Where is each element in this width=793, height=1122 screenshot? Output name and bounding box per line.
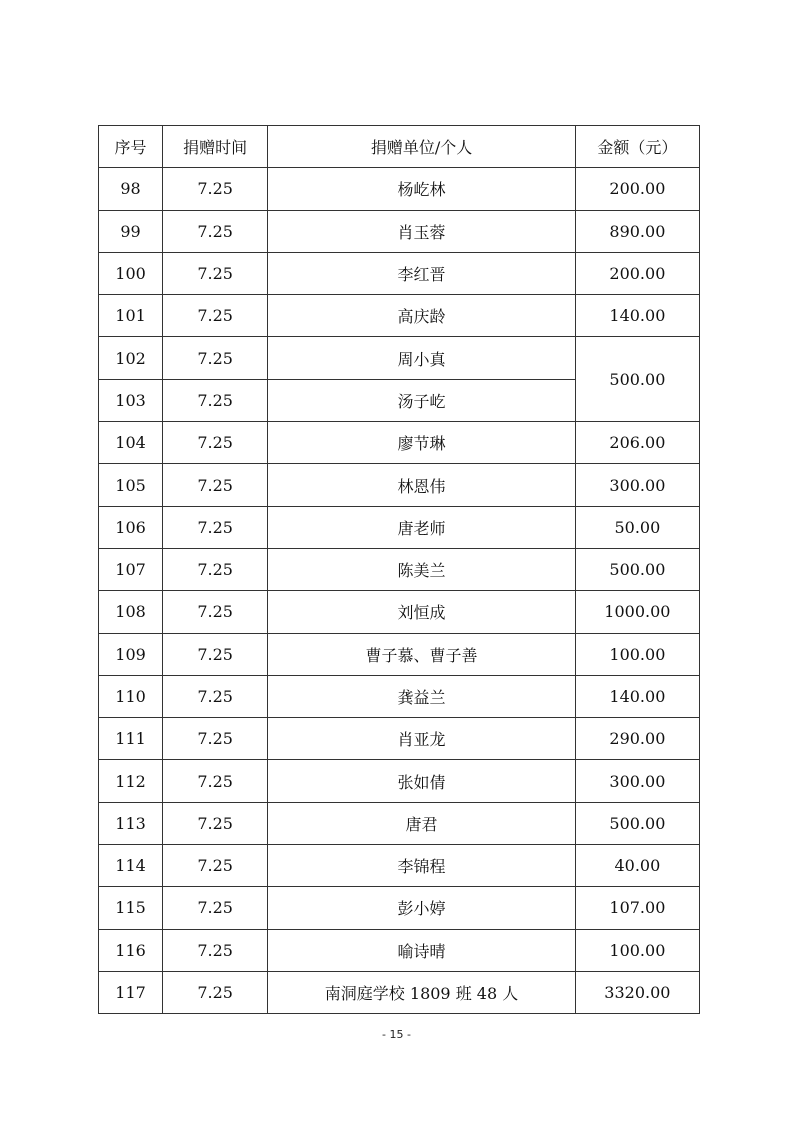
table-row — [99, 802, 700, 844]
row-amount: 300.00 — [575, 760, 699, 802]
row-amount: 200.00 — [575, 252, 699, 294]
row-serial-number: 98 — [99, 168, 163, 210]
row-donation-date: 7.25 — [163, 379, 268, 421]
row-donation-date: 7.25 — [163, 887, 268, 929]
table-row — [99, 337, 700, 379]
row-serial-number: 111 — [99, 718, 163, 760]
row-amount: 206.00 — [575, 422, 699, 464]
row-donor: 南洞庭学校 1809 班 48 人 — [268, 971, 576, 1013]
row-donation-date: 7.25 — [163, 168, 268, 210]
row-donor: 肖亚龙 — [268, 718, 576, 760]
row-serial-number: 100 — [99, 252, 163, 294]
header-amount: 金额（元） — [575, 126, 699, 168]
row-donor: 高庆龄 — [268, 295, 576, 337]
table-row — [99, 971, 700, 1013]
row-serial-number: 114 — [99, 845, 163, 887]
table-body — [99, 168, 700, 1014]
table-row — [99, 210, 700, 252]
row-serial-number: 115 — [99, 887, 163, 929]
row-donor: 龚益兰 — [268, 675, 576, 717]
row-donation-date: 7.25 — [163, 252, 268, 294]
row-donor: 刘恒成 — [268, 591, 576, 633]
table-row — [99, 845, 700, 887]
table-row — [99, 591, 700, 633]
row-amount: 100.00 — [575, 633, 699, 675]
table-row — [99, 422, 700, 464]
row-serial-number: 113 — [99, 802, 163, 844]
row-donation-date: 7.25 — [163, 295, 268, 337]
row-serial-number: 116 — [99, 929, 163, 971]
row-donor: 杨屹林 — [268, 168, 576, 210]
table-row — [99, 760, 700, 802]
row-amount: 140.00 — [575, 675, 699, 717]
row-donor: 林恩伟 — [268, 464, 576, 506]
row-amount: 100.00 — [575, 929, 699, 971]
row-amount: 40.00 — [575, 845, 699, 887]
row-donor: 唐老师 — [268, 506, 576, 548]
table-row — [99, 548, 700, 590]
header-serial-number: 序号 — [99, 126, 163, 168]
page-number: - 15 - — [382, 1028, 411, 1041]
row-donor: 张如倩 — [268, 760, 576, 802]
row-amount: 107.00 — [575, 887, 699, 929]
row-donor: 周小真 — [268, 337, 576, 379]
row-donation-date: 7.25 — [163, 633, 268, 675]
row-serial-number: 110 — [99, 675, 163, 717]
donation-table — [98, 125, 700, 1014]
row-donor: 李红晋 — [268, 252, 576, 294]
row-donor: 唐君 — [268, 802, 576, 844]
row-amount: 890.00 — [575, 210, 699, 252]
row-serial-number: 107 — [99, 548, 163, 590]
row-donation-date: 7.25 — [163, 802, 268, 844]
header-donor: 捐赠单位/个人 — [268, 126, 576, 168]
table-header-row — [99, 126, 700, 168]
row-donation-date: 7.25 — [163, 845, 268, 887]
row-donation-date: 7.25 — [163, 506, 268, 548]
row-amount: 290.00 — [575, 718, 699, 760]
row-serial-number: 103 — [99, 379, 163, 421]
row-donation-date: 7.25 — [163, 675, 268, 717]
table-row — [99, 929, 700, 971]
row-amount: 3320.00 — [575, 971, 699, 1013]
row-donor: 汤子屹 — [268, 379, 576, 421]
row-donation-date: 7.25 — [163, 929, 268, 971]
row-donation-date: 7.25 — [163, 548, 268, 590]
row-serial-number: 101 — [99, 295, 163, 337]
table-row — [99, 168, 700, 210]
table-row — [99, 464, 700, 506]
row-amount: 140.00 — [575, 295, 699, 337]
row-donation-date: 7.25 — [163, 337, 268, 379]
row-donor: 陈美兰 — [268, 548, 576, 590]
row-amount: 1000.00 — [575, 591, 699, 633]
row-donor: 廖节琳 — [268, 422, 576, 464]
row-amount: 200.00 — [575, 168, 699, 210]
table-row — [99, 295, 700, 337]
row-serial-number: 99 — [99, 210, 163, 252]
row-serial-number: 112 — [99, 760, 163, 802]
row-serial-number: 106 — [99, 506, 163, 548]
row-serial-number: 108 — [99, 591, 163, 633]
row-serial-number: 117 — [99, 971, 163, 1013]
row-amount: 300.00 — [575, 464, 699, 506]
row-donation-date: 7.25 — [163, 718, 268, 760]
row-amount: 500.00 — [575, 337, 699, 422]
row-amount: 50.00 — [575, 506, 699, 548]
row-donor: 曹子慕、曹子善 — [268, 633, 576, 675]
row-donor: 肖玉蓉 — [268, 210, 576, 252]
row-serial-number: 105 — [99, 464, 163, 506]
table-row — [99, 252, 700, 294]
row-serial-number: 102 — [99, 337, 163, 379]
row-donor: 彭小婷 — [268, 887, 576, 929]
row-serial-number: 104 — [99, 422, 163, 464]
table-row — [99, 887, 700, 929]
row-donor: 李锦程 — [268, 845, 576, 887]
row-amount: 500.00 — [575, 802, 699, 844]
row-donation-date: 7.25 — [163, 971, 268, 1013]
row-donation-date: 7.25 — [163, 464, 268, 506]
table-row — [99, 506, 700, 548]
row-donation-date: 7.25 — [163, 760, 268, 802]
row-serial-number: 109 — [99, 633, 163, 675]
row-donation-date: 7.25 — [163, 210, 268, 252]
row-amount: 500.00 — [575, 548, 699, 590]
row-donor: 喻诗晴 — [268, 929, 576, 971]
row-donation-date: 7.25 — [163, 422, 268, 464]
row-donation-date: 7.25 — [163, 591, 268, 633]
table-row — [99, 633, 700, 675]
header-donation-date: 捐赠时间 — [163, 126, 268, 168]
table-row — [99, 718, 700, 760]
table-row — [99, 675, 700, 717]
